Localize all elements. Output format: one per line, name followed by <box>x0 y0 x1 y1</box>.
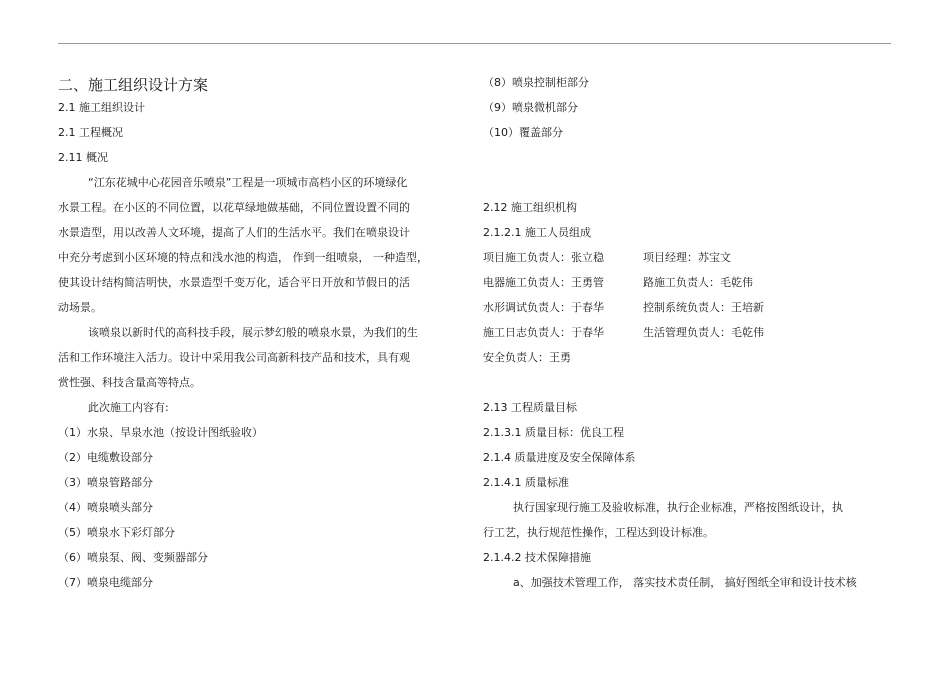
staff-row <box>483 251 731 265</box>
paragraph-line: “江东花城中心花园音乐喷泉”工程是一项城市高档小区的环境绿化 <box>88 176 408 189</box>
paragraph-line: 行工艺，执行规范性操作，工程达到设计标准。 <box>483 526 714 539</box>
heading-2-1-overview: 2.1 工程概况 <box>58 126 123 139</box>
staff-role: 电器施工负责人：王勇管 <box>483 276 604 289</box>
heading-tech: 2.1.4.2 技术保障措施 <box>483 551 591 564</box>
staff-safety: 安全负责人：王勇 <box>483 351 571 364</box>
list-item: （3）喷泉管路部分 <box>58 476 153 489</box>
staff-role: 水形调试负责人：于春华 <box>483 301 604 314</box>
heading-staff: 2.1.2.1 施工人员组成 <box>483 226 591 239</box>
list-item: （7）喷泉电缆部分 <box>58 576 153 589</box>
paragraph-line: 水景造型，用以改善人文环境，提高了人们的生活水平。我们在喷泉设计 <box>58 226 410 239</box>
staff-row <box>483 276 753 290</box>
list-item: （10）覆盖部分 <box>483 126 563 139</box>
staff-role: 项目施工负责人：张立稳 <box>483 251 604 264</box>
list-item: （5）喷泉水下彩灯部分 <box>58 526 175 539</box>
list-item: （4）喷泉喷头部分 <box>58 501 153 514</box>
paragraph-line: 活和工作环境注入活力。设计中采用我公司高新科技产品和技术，具有观 <box>58 351 410 364</box>
staff-role: 施工日志负责人：于春华 <box>483 326 604 339</box>
heading-2-1: 2.1 施工组织设计 <box>58 101 145 114</box>
staff-role: 项目经理：苏宝文 <box>643 251 731 264</box>
list-item: （1）水泉、旱泉水池（按设计图纸验收） <box>58 426 263 439</box>
heading-system: 2.1.4 质量进度及安全保障体系 <box>483 451 636 464</box>
list-item: （6）喷泉泵、阀、变频器部分 <box>58 551 208 564</box>
paragraph-line: 中充分考虑到小区环境的特点和浅水池的构造， 作到一组喷泉， 一种造型， <box>58 251 428 264</box>
staff-role: 生活管理负责人：毛乾伟 <box>643 326 764 339</box>
paragraph-line: 该喷泉以新时代的高科技手段，展示梦幻般的喷泉水景，为我们的生 <box>88 326 418 339</box>
scope-intro: 此次施工内容有: <box>88 401 169 414</box>
staff-role: 路施工负责人：毛乾伟 <box>643 276 753 289</box>
quality-goal: 2.1.3.1 质量目标：优良工程 <box>483 426 624 439</box>
heading-org: 2.12 施工组织机构 <box>483 201 577 214</box>
paragraph-line: 执行国家现行施工及验收标准，执行企业标准，严格按图纸设计，执 <box>513 501 843 514</box>
staff-row <box>483 326 764 340</box>
paragraph-line: 赏性强、科技含量高等特点。 <box>58 376 201 389</box>
heading-2-11: 2.11 概况 <box>58 151 108 164</box>
header-rule <box>58 43 891 44</box>
list-item: （8）喷泉控制柜部分 <box>483 76 589 89</box>
paragraph-line: a、加强技术管理工作， 落实技术责任制， 搞好图纸全审和设计技术核 <box>513 576 857 589</box>
staff-role: 控制系统负责人：王培新 <box>643 301 764 314</box>
paragraph-line: 使其设计结构简洁明快，水景造型千变万化，适合平日开放和节假日的活 <box>58 276 410 289</box>
paragraph-line: 水景工程。在小区的不同位置，以花草绿地做基础，不同位置设置不同的 <box>58 201 410 214</box>
paragraph-line: 动场景。 <box>58 301 102 314</box>
list-item: （2）电缆敷设部分 <box>58 451 153 464</box>
list-item: （9）喷泉微机部分 <box>483 101 578 114</box>
section-title: 二、施工组织设计方案 <box>58 76 209 94</box>
staff-row <box>483 301 764 315</box>
heading-quality: 2.13 工程质量目标 <box>483 401 577 414</box>
heading-standard: 2.1.4.1 质量标准 <box>483 476 569 489</box>
